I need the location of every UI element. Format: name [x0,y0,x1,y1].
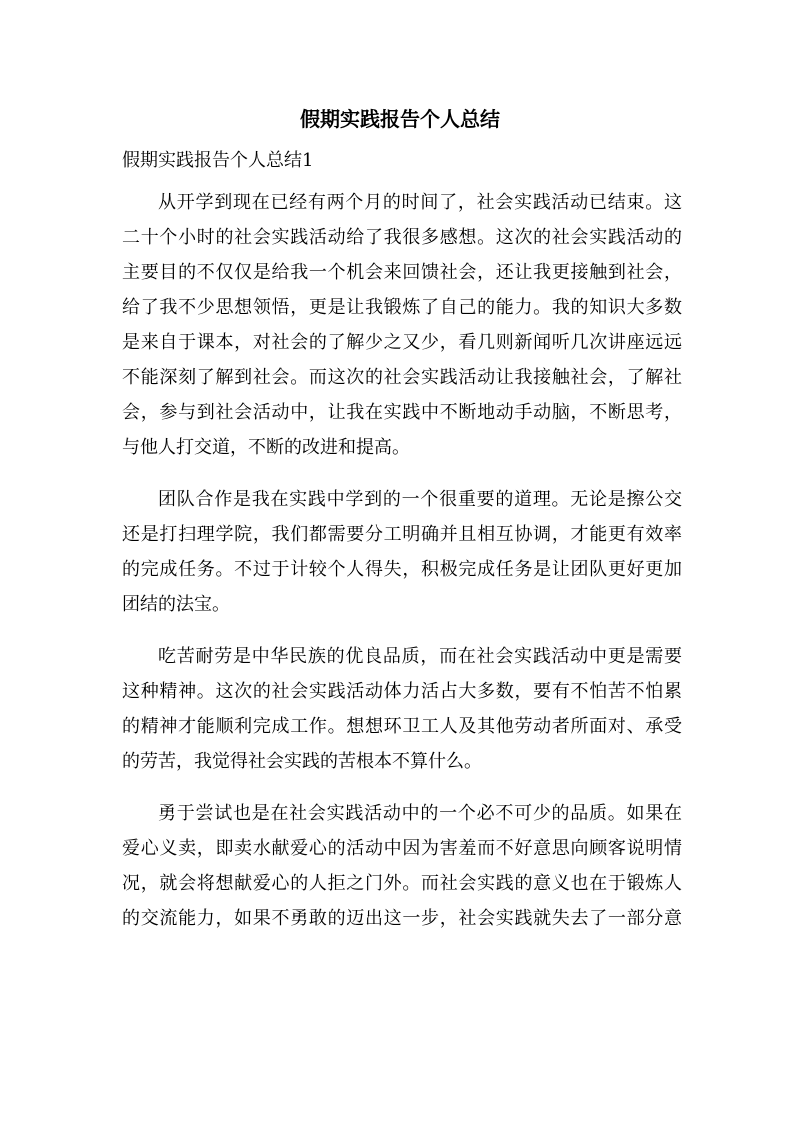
paragraph-line: 的交流能力，如果不勇敢的迈出这一步，社会实践就失去了一部分意 [122,908,682,929]
paragraph-line: 的劳苦，我觉得社会实践的苦根本不算什么。 [122,751,482,772]
paragraph-line: 从开学到现在已经有两个月的时间了，社会实践活动已结束。这 [158,192,682,213]
paragraph-line: 团队合作是我在实践中学到的一个很重要的道理。无论是擦公交 [158,489,682,510]
paragraph-line: 爱心义卖，即卖水献爱心的活动中因为害羞而不好意思向顾客说明情 [122,838,682,859]
paragraph-line: 这种精神。这次的社会实践活动体力活占大多数，要有不怕苦不怕累 [122,681,682,702]
paragraph-line: 二十个小时的社会实践活动给了我很多感想。这次的社会实践活动的 [122,227,682,248]
paragraph-4 [122,796,682,936]
paragraph-line: 主要目的不仅仅是给我一个机会来回馈社会，还让我更接触到社会， [122,262,682,283]
paragraph-line: 团结的法宝。 [122,594,230,615]
paragraph-line: 的精神才能顺利完成工作。想想环卫工人及其他劳动者所面对、承受 [122,716,682,737]
document-body [122,185,682,953]
paragraph-line: 还是打扫理学院，我们都需要分工明确并且相互协调，才能更有效率 [122,524,682,545]
paragraph-1 [122,185,682,465]
paragraph-2 [122,482,682,622]
paragraph-3 [122,639,682,779]
paragraph-line: 给了我不少思想领悟，更是让我锻炼了自己的能力。我的知识大多数 [122,297,682,318]
paragraph-line: 不能深刻了解到社会。而这次的社会实践活动让我接触社会，了解社 [122,367,682,388]
document-title: 假期实践报告个人总结 [300,107,500,131]
document-subtitle: 假期实践报告个人总结1 [122,150,314,171]
paragraph-line: 勇于尝试也是在社会实践活动中的一个必不可少的品质。如果在 [158,803,682,824]
paragraph-line: 会，参与到社会活动中，让我在实践中不断地动手动脑，不断思考， [122,402,682,423]
paragraph-line: 的完成任务。不过于计较个人得失，积极完成任务是让团队更好更加 [122,559,682,580]
paragraph-line: 况，就会将想献爱心的人拒之门外。而社会实践的意义也在于锻炼人 [122,873,682,894]
paragraph-line: 与他人打交道，不断的改进和提高。 [122,437,410,458]
paragraph-line: 是来自于课本，对社会的了解少之又少，看几则新闻听几次讲座远远 [122,332,682,353]
paragraph-line: 吃苦耐劳是中华民族的优良品质，而在社会实践活动中更是需要 [158,646,682,667]
